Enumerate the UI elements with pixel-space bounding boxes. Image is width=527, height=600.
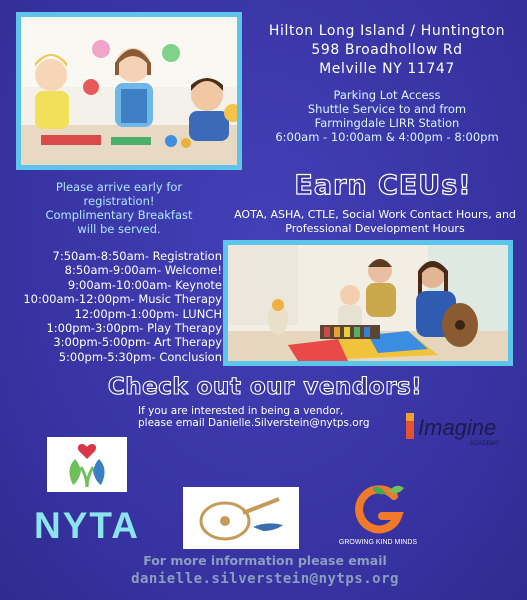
schedule-item: 12:00pm-1:00pm- LUNCH: [74, 306, 222, 321]
venue-info: [252, 22, 522, 144]
venue-name: Hilton Long Island / Huntington: [268, 23, 506, 39]
ceu-line-1: AOTA, ASHA, CTLE, Social Work Contact Hours, and: [234, 208, 516, 221]
vendor-note-line-2[interactable]: please email Danielle.Silverstein@nytps.org: [138, 417, 370, 429]
children-painting-photo: [16, 12, 242, 170]
vendor-note-line-1: If you are interested in being a vendor,: [138, 405, 344, 417]
schedule-item: 9:00am-10:00am- Keynote: [67, 277, 222, 292]
ceu-line-2: Professional Development Hours: [285, 222, 465, 235]
info-line: For more information please email: [143, 553, 387, 568]
arrive-line-2: registration!: [83, 194, 155, 208]
schedule-item: 5:00pm-5:30pm- Conclusion: [58, 349, 222, 364]
schedule-item: 3:00pm-5:00pm- Art Therapy: [53, 335, 222, 350]
venue-street: 598 Broadhollow Rd: [311, 42, 463, 58]
contact-info: [100, 552, 430, 588]
guitar-island-logo: [183, 487, 299, 549]
earn-ceus-heading: Earn CEUs!: [294, 170, 472, 201]
arrive-early-note: [14, 180, 224, 236]
ceu-description: [225, 208, 525, 236]
imagine-academy-logo: [400, 405, 510, 447]
schedule-item: 8:50am-9:00am- Welcome!: [64, 263, 222, 278]
schedule-list: [0, 249, 222, 364]
growing-kind-minds-logo: [336, 478, 420, 548]
vendor-note: [138, 405, 398, 429]
music-therapy-photo: [223, 240, 513, 366]
venue-city: Melville NY 11747: [319, 61, 455, 77]
contact-email[interactable]: danielle.silverstein@nytps.org: [131, 571, 399, 587]
shuttle-line-2: Farmingdale LIRR Station: [314, 116, 460, 130]
schedule-item: 7:50am-8:50am- Registration: [52, 249, 222, 263]
shuttle-times: 6:00am - 10:00am & 4:00pm - 8:00pm: [275, 130, 499, 144]
arrive-line-3: Complimentary Breakfast: [45, 208, 193, 222]
vendors-heading: Check out our vendors!: [107, 374, 423, 400]
arrive-line-1: Please arrive early for: [55, 180, 183, 194]
heart-hands-logo: [47, 437, 127, 492]
schedule-item: 1:00pm-3:00pm- Play Therapy: [46, 321, 222, 336]
arrive-line-4: will be served.: [77, 222, 161, 236]
imagine-logo-sub: ACADEMY: [470, 441, 500, 447]
imagine-logo-text: Imagine: [418, 415, 497, 440]
parking-info: Parking Lot Access: [333, 88, 441, 102]
nyta-logo: NYTA: [34, 505, 140, 546]
schedule-item: 10:00am-12:00pm- Music Therapy: [23, 292, 222, 307]
shuttle-line-1: Shuttle Service to and from: [307, 102, 467, 116]
growing-kind-minds-text: GROWING KIND MINDS: [338, 539, 418, 546]
